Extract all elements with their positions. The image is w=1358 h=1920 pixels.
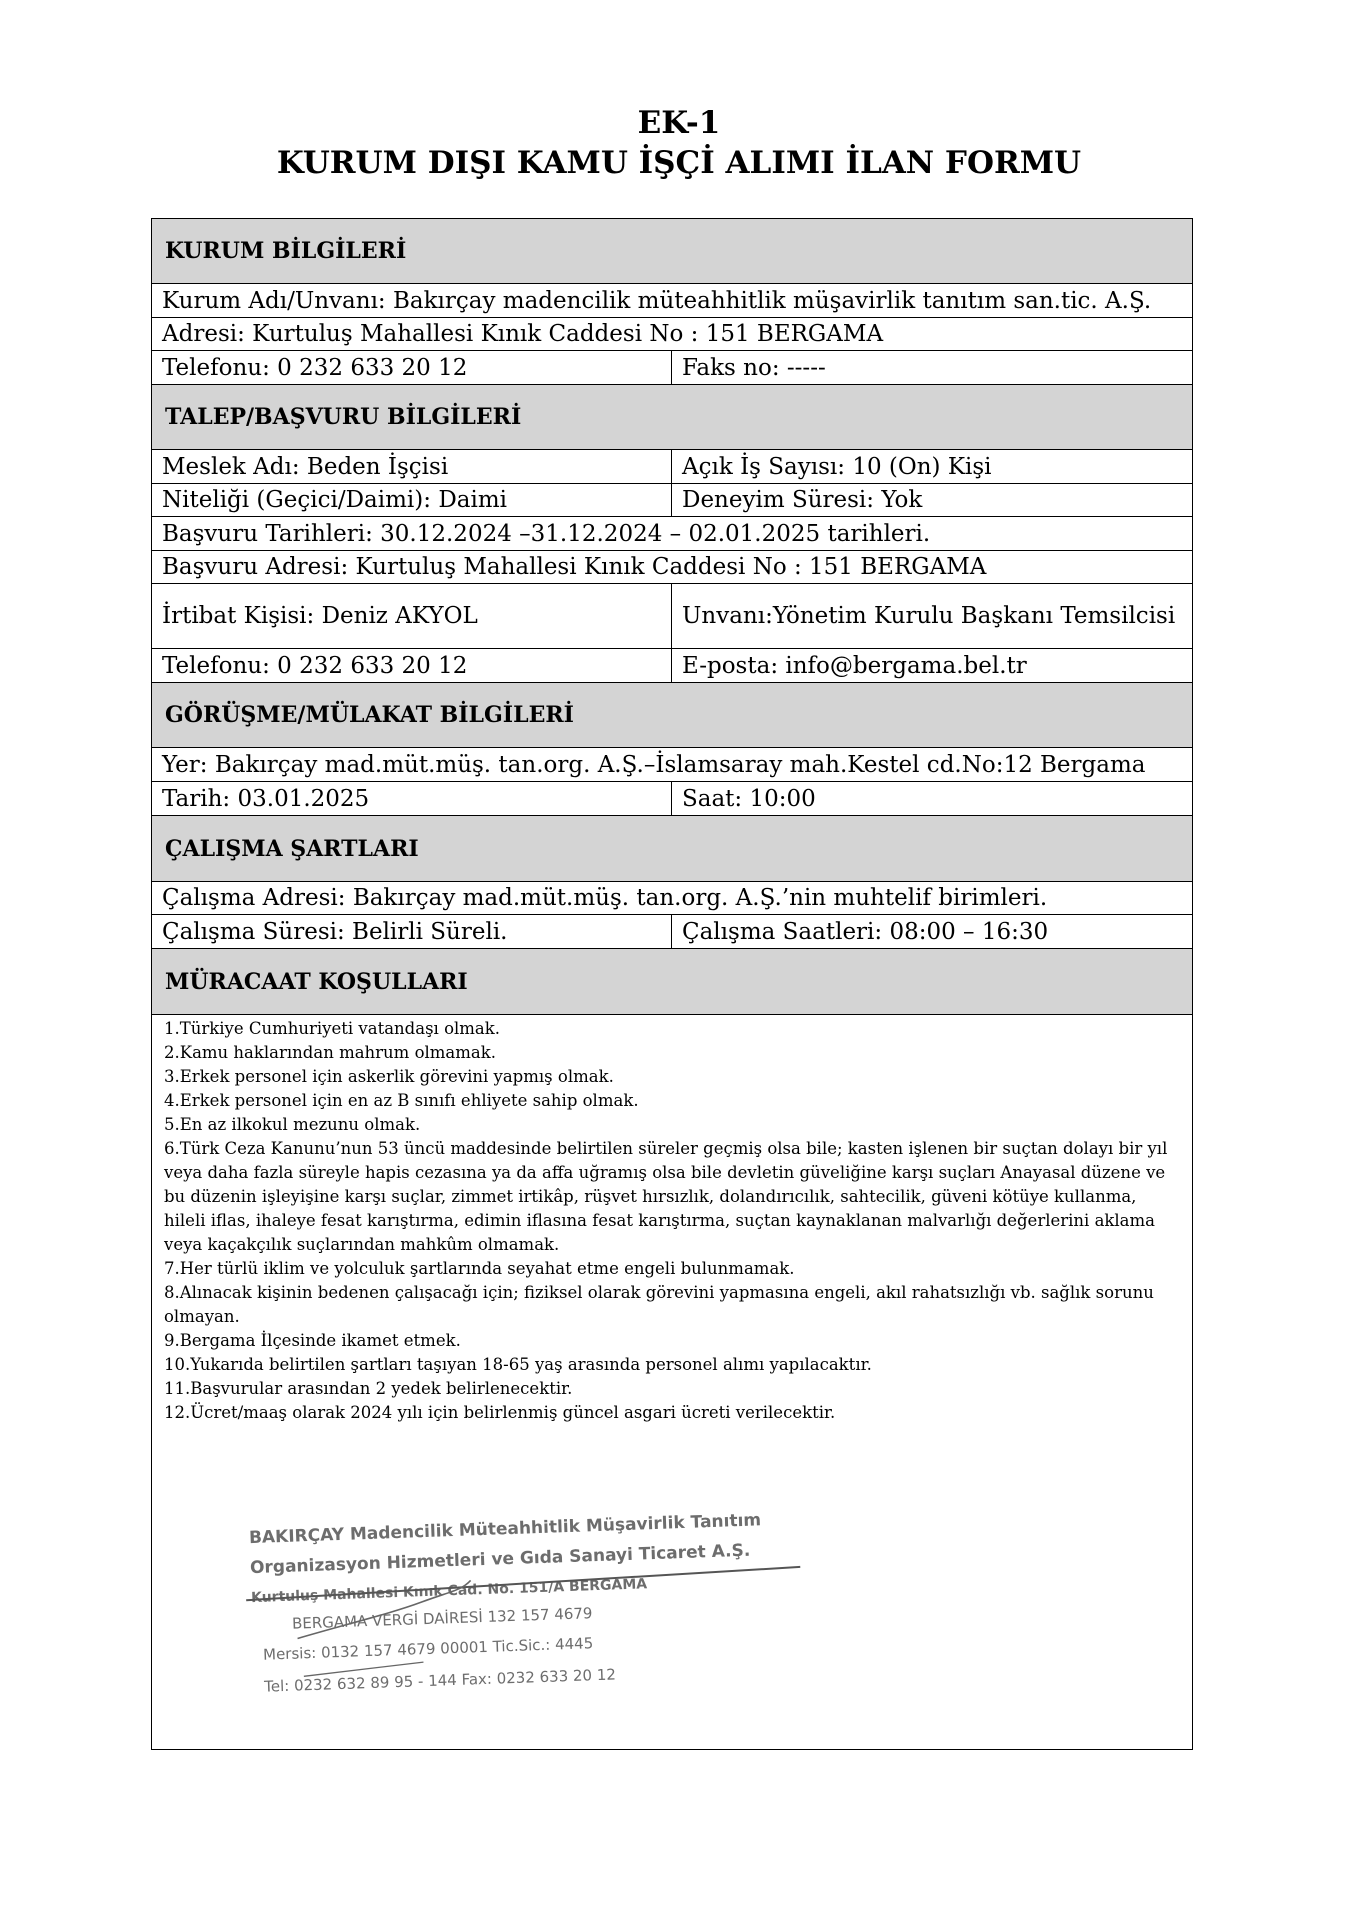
- acik-is-value: Açık İş Sayısı: 10 (On) Kişi: [682, 453, 992, 480]
- row-kurum-telefon: [152, 351, 1192, 385]
- row-basvuru-adresi: [152, 551, 1192, 584]
- section-kurum-heading: KURUM BİLGİLERİ: [152, 219, 1192, 284]
- condition-item: 12.Ücret/maaş olarak 2024 yılı için belirlenmiş güncel asgari ücreti verilecektir.: [164, 1403, 836, 1422]
- stamp-line: BERGAMA VERGİ DAİRESİ 132 157 4679: [291, 1604, 593, 1633]
- condition-item: 11.Başvurular arasından 2 yedek belirlenecektir.: [164, 1379, 573, 1398]
- calisma-sure-value: Çalışma Süresi: Belirli Süreli.: [152, 915, 672, 948]
- document-title: KURUM DIŞI KAMU İŞÇİ ALIMI İLAN FORMU: [276, 145, 1082, 181]
- row-basvuru-tarihleri: [152, 517, 1192, 551]
- announcement-form: [151, 218, 1193, 1750]
- condition-item: 4.Erkek personel için en az B sınıfı ehliyete sahip olmak.: [164, 1091, 639, 1110]
- condition-item: 7.Her türlü iklim ve yolculuk şartlarında seyahat etme engeli bulunmamak.: [164, 1259, 795, 1278]
- company-stamp: [249, 1510, 776, 1728]
- section-gorusme-heading: GÖRÜŞME/MÜLAKAT BİLGİLERİ: [152, 683, 1192, 748]
- calisma-adres-value: Çalışma Adresi: Bakırçay mad.müt.müş. tan.org. A.Ş.’nin muhtelif birimleri.: [162, 885, 1048, 911]
- stamp-pen-strokes: [239, 1509, 806, 1728]
- conditions-list: [164, 1017, 1174, 1425]
- condition-item: 3.Erkek personel için askerlik görevini yapmış olmak.: [164, 1067, 614, 1086]
- talep-telefon-value: Telefonu: 0 232 633 20 12: [152, 649, 672, 682]
- nitelik-value: Niteliği (Geçici/Daimi): Daimi: [152, 484, 672, 516]
- gorusme-yer-value: Yer: Bakırçay mad.müt.müş. tan.org. A.Ş.–İslamsaray mah.Kestel cd.No:12 Bergama: [162, 751, 1146, 778]
- kurum-adi-value: Kurum Adı/Unvanı: Bakırçay madencilik müteahhitlik müşavirlik tanıtım san.tic. A.Ş.: [162, 287, 1152, 314]
- condition-item: 2.Kamu haklarından mahrum olmamak.: [164, 1043, 496, 1062]
- eposta-value: E-posta: info@bergama.bel.tr: [682, 652, 1027, 679]
- kurum-telefon-value: Telefonu: 0 232 633 20 12: [152, 351, 672, 384]
- stamp-line: Organizasyon Hizmetleri ve Gıda Sanayi Ticaret A.Ş.: [249, 1540, 751, 1579]
- row-calisma-sure: [152, 915, 1192, 949]
- kurum-adres-value: Adresi: Kurtuluş Mahallesi Kınık Caddesi No : 151 BERGAMA: [162, 321, 884, 347]
- stamp-line: Kurtuluş Mahallesi Kınık Cad. No. 151/A BERGAMA: [250, 1576, 648, 1607]
- condition-item: 9.Bergama İlçesinde ikamet etmek.: [164, 1331, 461, 1350]
- row-meslek: [152, 450, 1192, 484]
- row-talep-telefon: [152, 649, 1192, 683]
- condition-item: 8.Alınacak kişinin bedenen çalışacağı için; fiziksel olarak görevini yapmasına engeli, akıl rahatsızlığı vb. sağlık sorunu olmayan.: [164, 1283, 1154, 1326]
- gorusme-tarih-value: Tarih: 03.01.2025: [152, 782, 672, 815]
- section-calisma-heading: ÇALIŞMA ŞARTLARI: [152, 816, 1192, 882]
- row-nitelik: [152, 484, 1192, 517]
- deneyim-value: Deneyim Süresi: Yok: [682, 487, 923, 513]
- condition-item: 1.Türkiye Cumhuriyeti vatandaşı olmak.: [164, 1019, 501, 1038]
- stamp-line: Mersis: 0132 157 4679 00001 Tic.Sic.: 4445: [262, 1634, 594, 1664]
- row-gorusme-yer: [152, 748, 1192, 782]
- irtibat-value: İrtibat Kişisi: Deniz AKYOL: [152, 584, 672, 648]
- condition-item: 10.Yukarıda belirtilen şartları taşıyan 18-65 yaş arasında personel alımı yapılacaktır.: [164, 1355, 872, 1374]
- row-kurum-adi: [152, 284, 1192, 318]
- kurum-faks-value: Faks no: -----: [682, 354, 826, 381]
- basvuru-tarihleri-value: Başvuru Tarihleri: 30.12.2024 –31.12.2024 – 02.01.2025 tarihleri.: [162, 520, 931, 547]
- row-kurum-adres: [152, 318, 1192, 351]
- document-code: EK-1: [637, 105, 721, 141]
- basvuru-adresi-value: Başvuru Adresi: Kurtuluş Mahallesi Kınık Caddesi No : 151 BERGAMA: [162, 554, 987, 580]
- meslek-value: Meslek Adı: Beden İşçisi: [152, 450, 672, 483]
- stamp-line: BAKIRÇAY Madencilik Müteahhitlik Müşavirlik Tanıtım: [248, 1510, 762, 1549]
- section-muracaat-heading: MÜRACAAT KOŞULLARI: [152, 949, 1192, 1015]
- unvan-value: Unvanı:Yönetim Kurulu Başkanı Temsilcisi: [682, 603, 1176, 629]
- row-gorusme-tarih: [152, 782, 1192, 816]
- gorusme-saat-value: Saat: 10:00: [682, 785, 816, 812]
- row-calisma-adres: [152, 882, 1192, 915]
- condition-item: 6.Türk Ceza Kanunu’nun 53 üncü maddesinde belirtilen süreler geçmiş olsa bile; kasten işlenen bir suçtan dolayı bir yıl veya daha fazla süreyle hapis cezasına ya da affa uğramış olsa bile devletin güveliğine karşı suçları Anayasal düzene ve bu düzenin işleyişine karşı suçlar, zimmet irtikâp, rüşvet hırsızlık, dolandırıcılık, sahtecilik, güveni kötüye kullanma, hileli iflas, ihaleye fesat karıştırma, edimin iflasına fesat karıştırma, suçtan kaynaklanan malvarlığı değerlerini aklama veya kaçakçılık suçlarından mahkûm olmamak.: [164, 1139, 1168, 1254]
- section-talep-heading: TALEP/BAŞVURU BİLGİLERİ: [152, 385, 1192, 450]
- stamp-line: Tel: 0232 632 89 95 - 144 Fax: 0232 633 20 12: [263, 1665, 617, 1696]
- calisma-saatleri-value: Çalışma Saatleri: 08:00 – 16:30: [682, 918, 1049, 945]
- row-irtibat: [152, 584, 1192, 649]
- condition-item: 5.En az ilkokul mezunu olmak.: [164, 1115, 421, 1134]
